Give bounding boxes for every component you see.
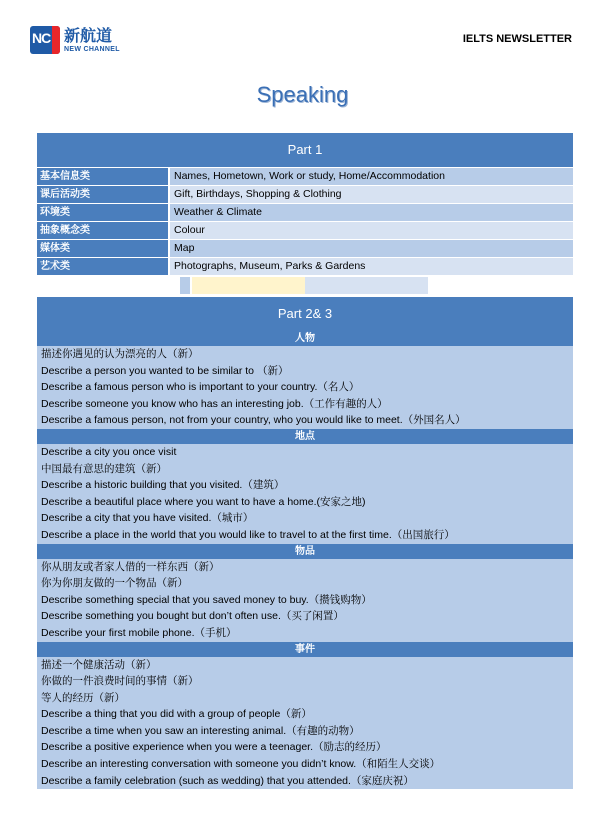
spacer-cell bbox=[192, 277, 305, 294]
list-item: Describe a famous person who is important to your country.（名人） bbox=[37, 379, 573, 396]
part1-table bbox=[37, 133, 573, 275]
part1-topics: Photographs, Museum, Parks & Gardens bbox=[170, 258, 573, 275]
list-item: Describe a beautiful place where you want to have a home.(安家之地) bbox=[37, 494, 573, 511]
logo-english-name: NEW CHANNEL bbox=[64, 45, 120, 53]
part23-table bbox=[37, 297, 573, 789]
part1-row bbox=[37, 204, 573, 221]
part1-row bbox=[37, 168, 573, 185]
list-item: 描述一个健康活动（新） bbox=[37, 657, 573, 674]
list-item: Describe a thing that you did with a group of people（新） bbox=[37, 706, 573, 723]
part1-heading: Part 1 bbox=[37, 133, 573, 167]
group-heading-events: 事件 bbox=[37, 642, 573, 657]
newsletter-label: IELTS NEWSLETTER bbox=[462, 33, 572, 45]
list-item: Describe a historic building that you visited.（建筑） bbox=[37, 477, 573, 494]
list-item: Describe a person you wanted to be similar to （新） bbox=[37, 363, 573, 380]
list-item: 你为你朋友做的一个物品（新） bbox=[37, 575, 573, 592]
part23-heading: Part 2& 3 bbox=[37, 297, 573, 331]
part1-topics: Colour bbox=[170, 222, 573, 239]
part1-row bbox=[37, 186, 573, 203]
logo-stripe bbox=[52, 26, 60, 54]
list-item: Describe something you bought but don’t often use.（买了闲置） bbox=[37, 608, 573, 625]
list-item: Describe a place in the world that you would like to travel to at the first time.（出国旅行） bbox=[37, 527, 573, 544]
list-item: Describe something special that you saved money to buy.（攒钱购物） bbox=[37, 592, 573, 609]
list-item: 你做的一件浪费时间的事情（新） bbox=[37, 673, 573, 690]
part1-row bbox=[37, 240, 573, 257]
list-item: Describe your first mobile phone.（手机） bbox=[37, 625, 573, 642]
part1-topics: Gift, Birthdays, Shopping & Clothing bbox=[170, 186, 573, 203]
list-item: Describe a positive experience when you were a teenager.（励志的经历） bbox=[37, 739, 573, 756]
list-item: Describe someone you know who has an interesting job.（工作有趣的人） bbox=[37, 396, 573, 413]
list-item: Describe a city you once visit bbox=[37, 444, 573, 461]
part1-topics: Map bbox=[170, 240, 573, 257]
part1-topics: Names, Hometown, Work or study, Home/Accommodation bbox=[170, 168, 573, 185]
part1-category: 媒体类 bbox=[37, 240, 168, 257]
part1-category: 艺术类 bbox=[37, 258, 168, 275]
logo-badge-icon bbox=[30, 26, 60, 54]
decorative-spacer-row bbox=[37, 277, 573, 295]
part1-category: 环境类 bbox=[37, 204, 168, 221]
part1-category: 抽象概念类 bbox=[37, 222, 168, 239]
part1-topics: Weather & Climate bbox=[170, 204, 573, 221]
part1-row bbox=[37, 222, 573, 239]
list-item: Describe a city that you have visited.（城市） bbox=[37, 510, 573, 527]
spacer-cell bbox=[305, 277, 428, 294]
logo-chinese-name: 新航道 bbox=[64, 25, 113, 45]
part1-category: 课后活动类 bbox=[37, 186, 168, 203]
group-heading-people: 人物 bbox=[37, 331, 573, 346]
group-heading-places: 地点 bbox=[37, 429, 573, 444]
logo-badge-text: NC bbox=[32, 30, 51, 46]
spacer-cell bbox=[180, 277, 190, 294]
list-item: 中国最有意思的建筑（新） bbox=[37, 461, 573, 478]
list-item: Describe a famous person, not from your country, who you would like to meet.（外国名人） bbox=[37, 412, 573, 429]
list-item: Describe a family celebration (such as wedding) that you attended.（家庭庆祝） bbox=[37, 773, 573, 790]
list-item: 描述你遇见的认为漂亮的人（新） bbox=[37, 346, 573, 363]
part1-row bbox=[37, 258, 573, 275]
group-heading-objects: 物品 bbox=[37, 544, 573, 559]
list-item: Describe a time when you saw an interesting animal.（有趣的动物） bbox=[37, 723, 573, 740]
brand-logo bbox=[30, 26, 120, 54]
page-title: Speaking bbox=[256, 82, 349, 107]
list-item: 等人的经历（新） bbox=[37, 690, 573, 707]
list-item: Describe an interesting conversation with someone you didn’t know.（和陌生人交谈） bbox=[37, 756, 573, 773]
part1-category: 基本信息类 bbox=[37, 168, 168, 185]
list-item: 你从朋友或者家人借的一样东西（新） bbox=[37, 559, 573, 576]
